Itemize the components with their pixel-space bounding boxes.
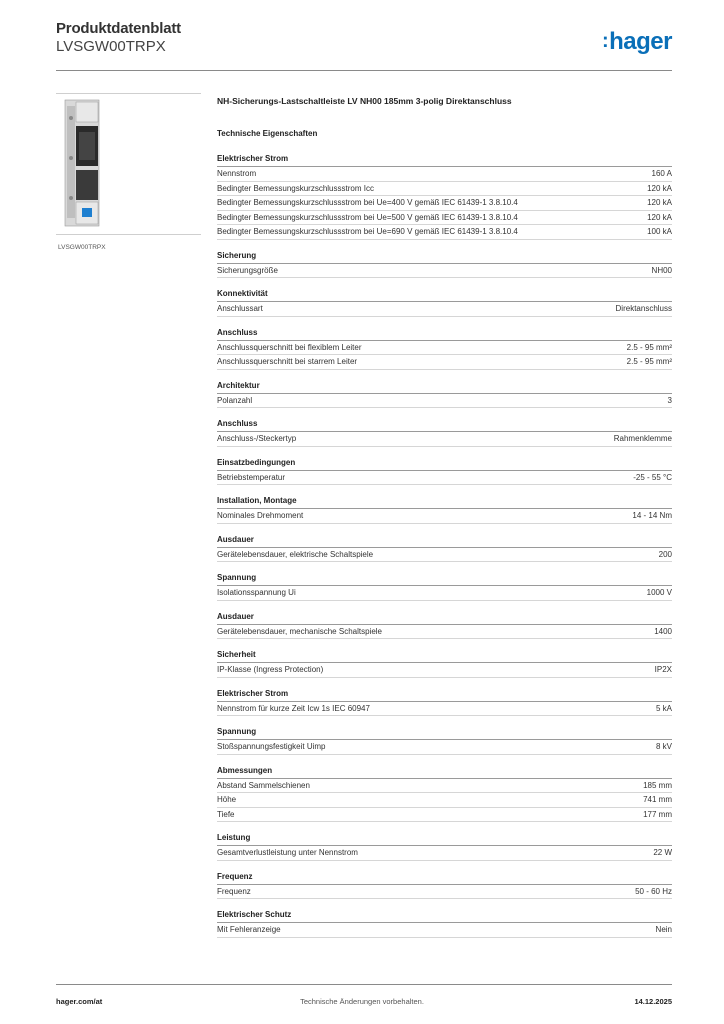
spec-value: 160 A: [651, 169, 672, 178]
spec-section: [217, 766, 672, 823]
spec-value: 200: [658, 549, 672, 559]
logo-dots-icon: :: [601, 30, 609, 52]
spec-label: Betriebstemperatur: [217, 472, 286, 482]
document-header: [56, 20, 181, 55]
spec-label: Sicherungsgröße: [217, 265, 278, 275]
spec-section: [217, 833, 672, 861]
spec-row: [217, 846, 672, 861]
spec-row: [217, 548, 672, 563]
section-title: Konnektivität: [217, 289, 672, 302]
section-title: Anschluss: [217, 419, 672, 432]
spec-section: [217, 872, 672, 900]
spec-row: [217, 509, 672, 524]
spec-value: NH00: [651, 265, 672, 275]
spec-value: 1000 V: [646, 588, 672, 597]
product-name: NH-Sicherungs-Lastschaltleiste LV NH00 185mm 3-polig Direktanschluss: [217, 96, 512, 106]
spec-section: [217, 289, 672, 317]
spec-section: [217, 496, 672, 524]
spec-label: Bedingter Bemessungskurzschlussstrom Icc: [217, 183, 374, 193]
spec-section: [217, 154, 672, 240]
spec-row: [217, 264, 672, 279]
spec-label: Nennstrom für kurze Zeit Icw 1s IEC 60947: [217, 703, 370, 713]
spec-value: 741 mm: [643, 795, 672, 804]
spec-row: [217, 182, 672, 197]
spec-value: 120 kA: [647, 183, 672, 193]
spec-row: [217, 740, 672, 755]
spec-section: [217, 381, 672, 409]
section-title: Installation, Montage: [217, 496, 672, 509]
spec-value: 1400: [654, 626, 672, 636]
spec-section: [217, 535, 672, 563]
spec-label: Abstand Sammelschienen: [217, 780, 310, 790]
spec-label: Nominales Drehmoment: [217, 511, 304, 520]
spec-label: Bedingter Bemessungskurzschlussstrom bei Ue=690 V gemäß IEC 61439-1 3.8.10.4: [217, 227, 518, 236]
spec-label: Nennstrom: [217, 169, 257, 178]
spec-label: Anschlussquerschnitt bei starrem Leiter: [217, 357, 358, 366]
section-title: Leistung: [217, 833, 672, 846]
spec-value: 8 kV: [655, 742, 672, 751]
section-title: Ausdauer: [217, 535, 672, 548]
footer-website: hager.com/at: [56, 997, 103, 1006]
spec-label: Anschlussart: [217, 304, 263, 313]
spec-section: [217, 573, 672, 601]
spec-row: [217, 808, 672, 823]
section-title: Frequenz: [217, 872, 672, 885]
spec-label: Gerätelebensdauer, elektrische Schaltspiele: [217, 549, 374, 559]
spec-sections: [217, 154, 672, 938]
spec-row: [217, 586, 672, 601]
section-title: Elektrischer Strom: [217, 689, 672, 702]
section-title: Spannung: [217, 573, 672, 586]
spec-row: [217, 394, 672, 409]
spec-label: Tiefe: [217, 809, 235, 819]
spec-label: Frequenz: [217, 886, 251, 896]
spec-label: Gesamtverlustleistung unter Nennstrom: [217, 848, 358, 857]
header-divider: [56, 70, 672, 71]
spec-row: [217, 355, 672, 370]
spec-value: 14 - 14 Nm: [632, 511, 672, 520]
image-caption: LVSGW00TRPX: [58, 244, 106, 251]
spec-value: Nein: [655, 925, 672, 934]
spec-label: Anschlussquerschnitt bei flexiblem Leiter: [217, 342, 362, 352]
spec-value: 5 kA: [655, 703, 672, 713]
spec-section: [217, 612, 672, 640]
spec-section: [217, 650, 672, 678]
spec-label: Anschluss-/Steckertyp: [217, 434, 297, 443]
spec-section: [217, 727, 672, 755]
spec-label: Bedingter Bemessungskurzschlussstrom bei Ue=500 V gemäß IEC 61439-1 3.8.10.4: [217, 212, 518, 222]
spec-section: [217, 910, 672, 938]
spec-row: [217, 702, 672, 717]
technical-properties-title: Technische Eigenschaften: [217, 129, 318, 138]
spec-value: 2.5 - 95 mm²: [626, 342, 672, 352]
spec-row: [217, 341, 672, 356]
spec-row: [217, 432, 672, 447]
spec-row: [217, 625, 672, 640]
section-title: Elektrischer Strom: [217, 154, 672, 167]
spec-value: 3: [667, 395, 672, 405]
spec-section: [217, 419, 672, 447]
spec-row: [217, 923, 672, 938]
footer-disclaimer: Technische Änderungen vorbehalten.: [300, 997, 424, 1006]
spec-row: [217, 471, 672, 486]
section-title: Sicherung: [217, 251, 672, 264]
hager-logo: :hager: [601, 28, 672, 55]
spec-value: -25 - 55 °C: [633, 472, 672, 482]
spec-value: Rahmenklemme: [613, 434, 672, 443]
footer-divider: [56, 984, 672, 985]
spec-value: 185 mm: [643, 780, 672, 790]
section-title: Einsatzbedingungen: [217, 458, 672, 471]
page-title: Produktdatenblatt: [56, 20, 181, 37]
spec-label: Gerätelebensdauer, mechanische Schaltspiele: [217, 626, 382, 636]
section-title: Spannung: [217, 727, 672, 740]
spec-row: [217, 167, 672, 182]
spec-label: Bedingter Bemessungskurzschlussstrom bei Ue=400 V gemäß IEC 61439-1 3.8.10.4: [217, 198, 518, 207]
spec-row: [217, 885, 672, 900]
spec-label: Höhe: [217, 795, 237, 804]
section-title: Abmessungen: [217, 766, 672, 779]
spec-value: 120 kA: [647, 212, 672, 222]
spec-section: [217, 689, 672, 717]
section-title: Ausdauer: [217, 612, 672, 625]
spec-row: [217, 302, 672, 317]
spec-row: [217, 779, 672, 794]
spec-row: [217, 225, 672, 240]
section-title: Architektur: [217, 381, 672, 394]
spec-value: 100 kA: [647, 227, 672, 236]
spec-value: 22 W: [653, 848, 672, 857]
spec-value: 50 - 60 Hz: [635, 886, 672, 896]
datasheet-content: [217, 96, 672, 938]
spec-value: 120 kA: [647, 198, 672, 207]
spec-row: [217, 663, 672, 678]
spec-value: 2.5 - 95 mm²: [626, 357, 672, 366]
section-title: Sicherheit: [217, 650, 672, 663]
spec-section: [217, 328, 672, 370]
spec-section: [217, 251, 672, 279]
spec-row: [217, 196, 672, 211]
spec-label: IP-Klasse (Ingress Protection): [217, 665, 324, 674]
footer-date: 14.12.2025: [634, 997, 672, 1006]
product-image-box: [56, 93, 201, 235]
spec-section: [217, 458, 672, 486]
spec-value: IP2X: [654, 665, 672, 674]
spec-value: Direktanschluss: [615, 304, 672, 313]
section-title: Anschluss: [217, 328, 672, 341]
product-image: [62, 98, 102, 228]
spec-label: Mit Fehleranzeige: [217, 925, 281, 934]
spec-label: Polanzahl: [217, 395, 253, 405]
section-title: Elektrischer Schutz: [217, 910, 672, 923]
spec-row: [217, 211, 672, 226]
spec-row: [217, 793, 672, 808]
spec-label: Isolationsspannung Ui: [217, 588, 296, 597]
spec-value: 177 mm: [643, 809, 672, 819]
spec-label: Stoßspannungsfestigkeit Uimp: [217, 742, 326, 751]
product-code: LVSGW00TRPX: [56, 38, 166, 55]
